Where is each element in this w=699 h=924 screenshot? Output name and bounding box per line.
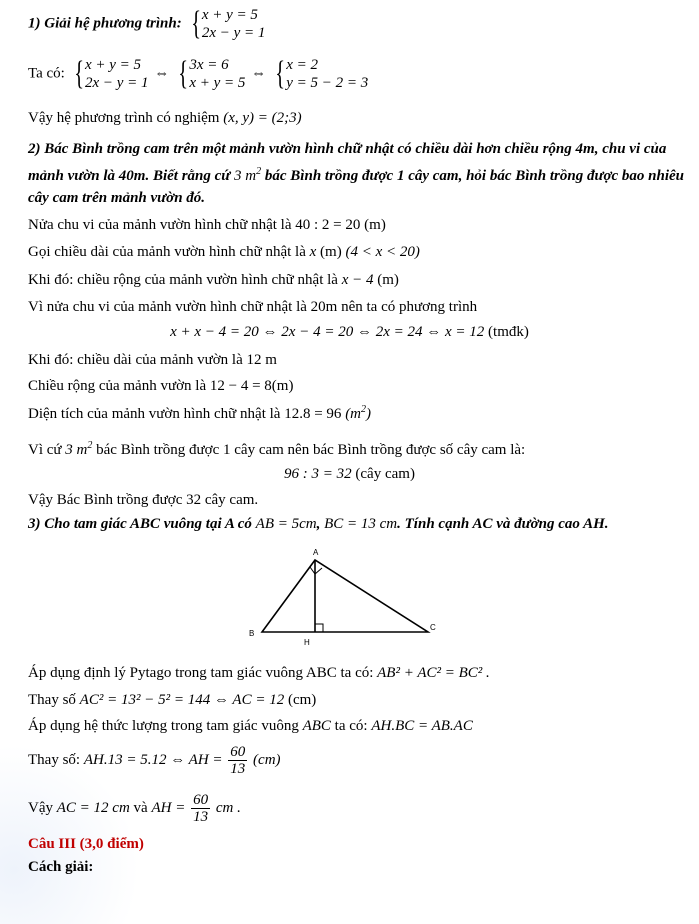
section-title: Câu III (3,0 điểm) xyxy=(28,836,144,852)
p3-conclusion: Vậy AC = 12 cm và AH = $\frac{60}{13}$ cm . xyxy=(28,792,241,825)
p2-line1: Nửa chu vi của mảnh vườn hình chữ nhật là 40 : 2 = 20 (m) xyxy=(28,217,386,233)
p3-title: 3) Cho tam giác ABC vuông tại A có AB = 5cm, BC = 13 cm. Tính cạnh AC và đường cao AH. xyxy=(28,516,609,532)
p3-line3: Áp dụng hệ thức lượng trong tam giác vuông ABC ta có: AH.BC = AB.AC xyxy=(28,718,473,734)
p1-heading-line xyxy=(28,6,267,42)
p2-title-line2: mảnh vườn là 40m. Biết rằng cứ 3 $m^2$ bác Bình trồng được 1 cây cam, hỏi bác Bình trồng được bao nhiêu xyxy=(28,166,685,184)
p2-line3: Khi đó: chiều rộng của mảnh vườn hình chữ nhật là x − 4 (m) xyxy=(28,272,399,288)
p2-line4: Vì nửa chu vi của mảnh vườn hình chữ nhật là 20m nên ta có phương trình xyxy=(28,299,478,315)
ah-fraction: $\frac{60}{13}$ xyxy=(230,744,246,777)
p2-conclusion: Vậy Bác Bình trồng được 32 cây cam. xyxy=(28,492,259,508)
p1-title: 1) Giải hệ phương trình: xyxy=(28,15,182,32)
p2-calc: 96 : 3 = 32 (cây cam) xyxy=(284,466,415,482)
p3-line2: Thay số AC² = 13² − 5² = 144 ⇔ AC = 12 (cm) xyxy=(28,692,317,708)
p3-line4: Thay số: AH.13 = 5.12 ⇔ AH = $\frac{60}{13}$ (cm) xyxy=(28,744,281,777)
p2-line8: Vì cứ 3 $m^2$ bác Bình trồng được 1 cây cam nên bác Bình trồng được số cây cam là: xyxy=(28,440,526,458)
label-c: C xyxy=(430,623,436,632)
p3-line1: Áp dụng định lý Pytago trong tam giác vuông ABC ta có: AB² + AC² = BC² . xyxy=(28,665,490,681)
p2-line2: Gọi chiều dài của mảnh vườn hình chữ nhật là x (m) (4 < x < 20) xyxy=(28,244,420,260)
label-a: A xyxy=(313,548,319,557)
p2-title-line3: cây cam trên mảnh vườn đó. xyxy=(28,190,206,206)
p2-line5: Khi đó: chiều dài của mảnh vườn là 12 m xyxy=(28,352,277,368)
p1-system: { x + y = 5 2x − y = 1 xyxy=(190,5,266,42)
section-subtitle: Cách giải: xyxy=(28,859,94,875)
p1-solution-line: Ta có: { x + y = 5 2x − y = 1 ⇔ { 3x = 6 x + y = 5 ⇔ { x = 2 y = 5 − 2 = 3 xyxy=(28,55,369,92)
p2-title-line1: 2) Bác Bình trồng cam trên một mảnh vườn hình chữ nhật có chiều dài hơn chiều rộng 4m, chu vi của xyxy=(28,141,667,157)
p2-equation: x + x − 4 = 20 ⇔ 2x − 4 = 20 ⇔ 2x = 24 ⇔ x = 12 (tmđk) xyxy=(170,324,529,340)
label-b: B xyxy=(249,629,255,638)
p2-line6: Chiều rộng của mảnh vườn là 12 − 4 = 8(m) xyxy=(28,378,294,394)
p2-line7: Diện tích của mảnh vườn hình chữ nhật là 12.8 = 96 $(m^2)$ xyxy=(28,404,372,422)
label-h: H xyxy=(304,638,310,647)
p1-conclusion: Vậy hệ phương trình có nghiệm (x, y) = (2;3) xyxy=(28,110,302,126)
